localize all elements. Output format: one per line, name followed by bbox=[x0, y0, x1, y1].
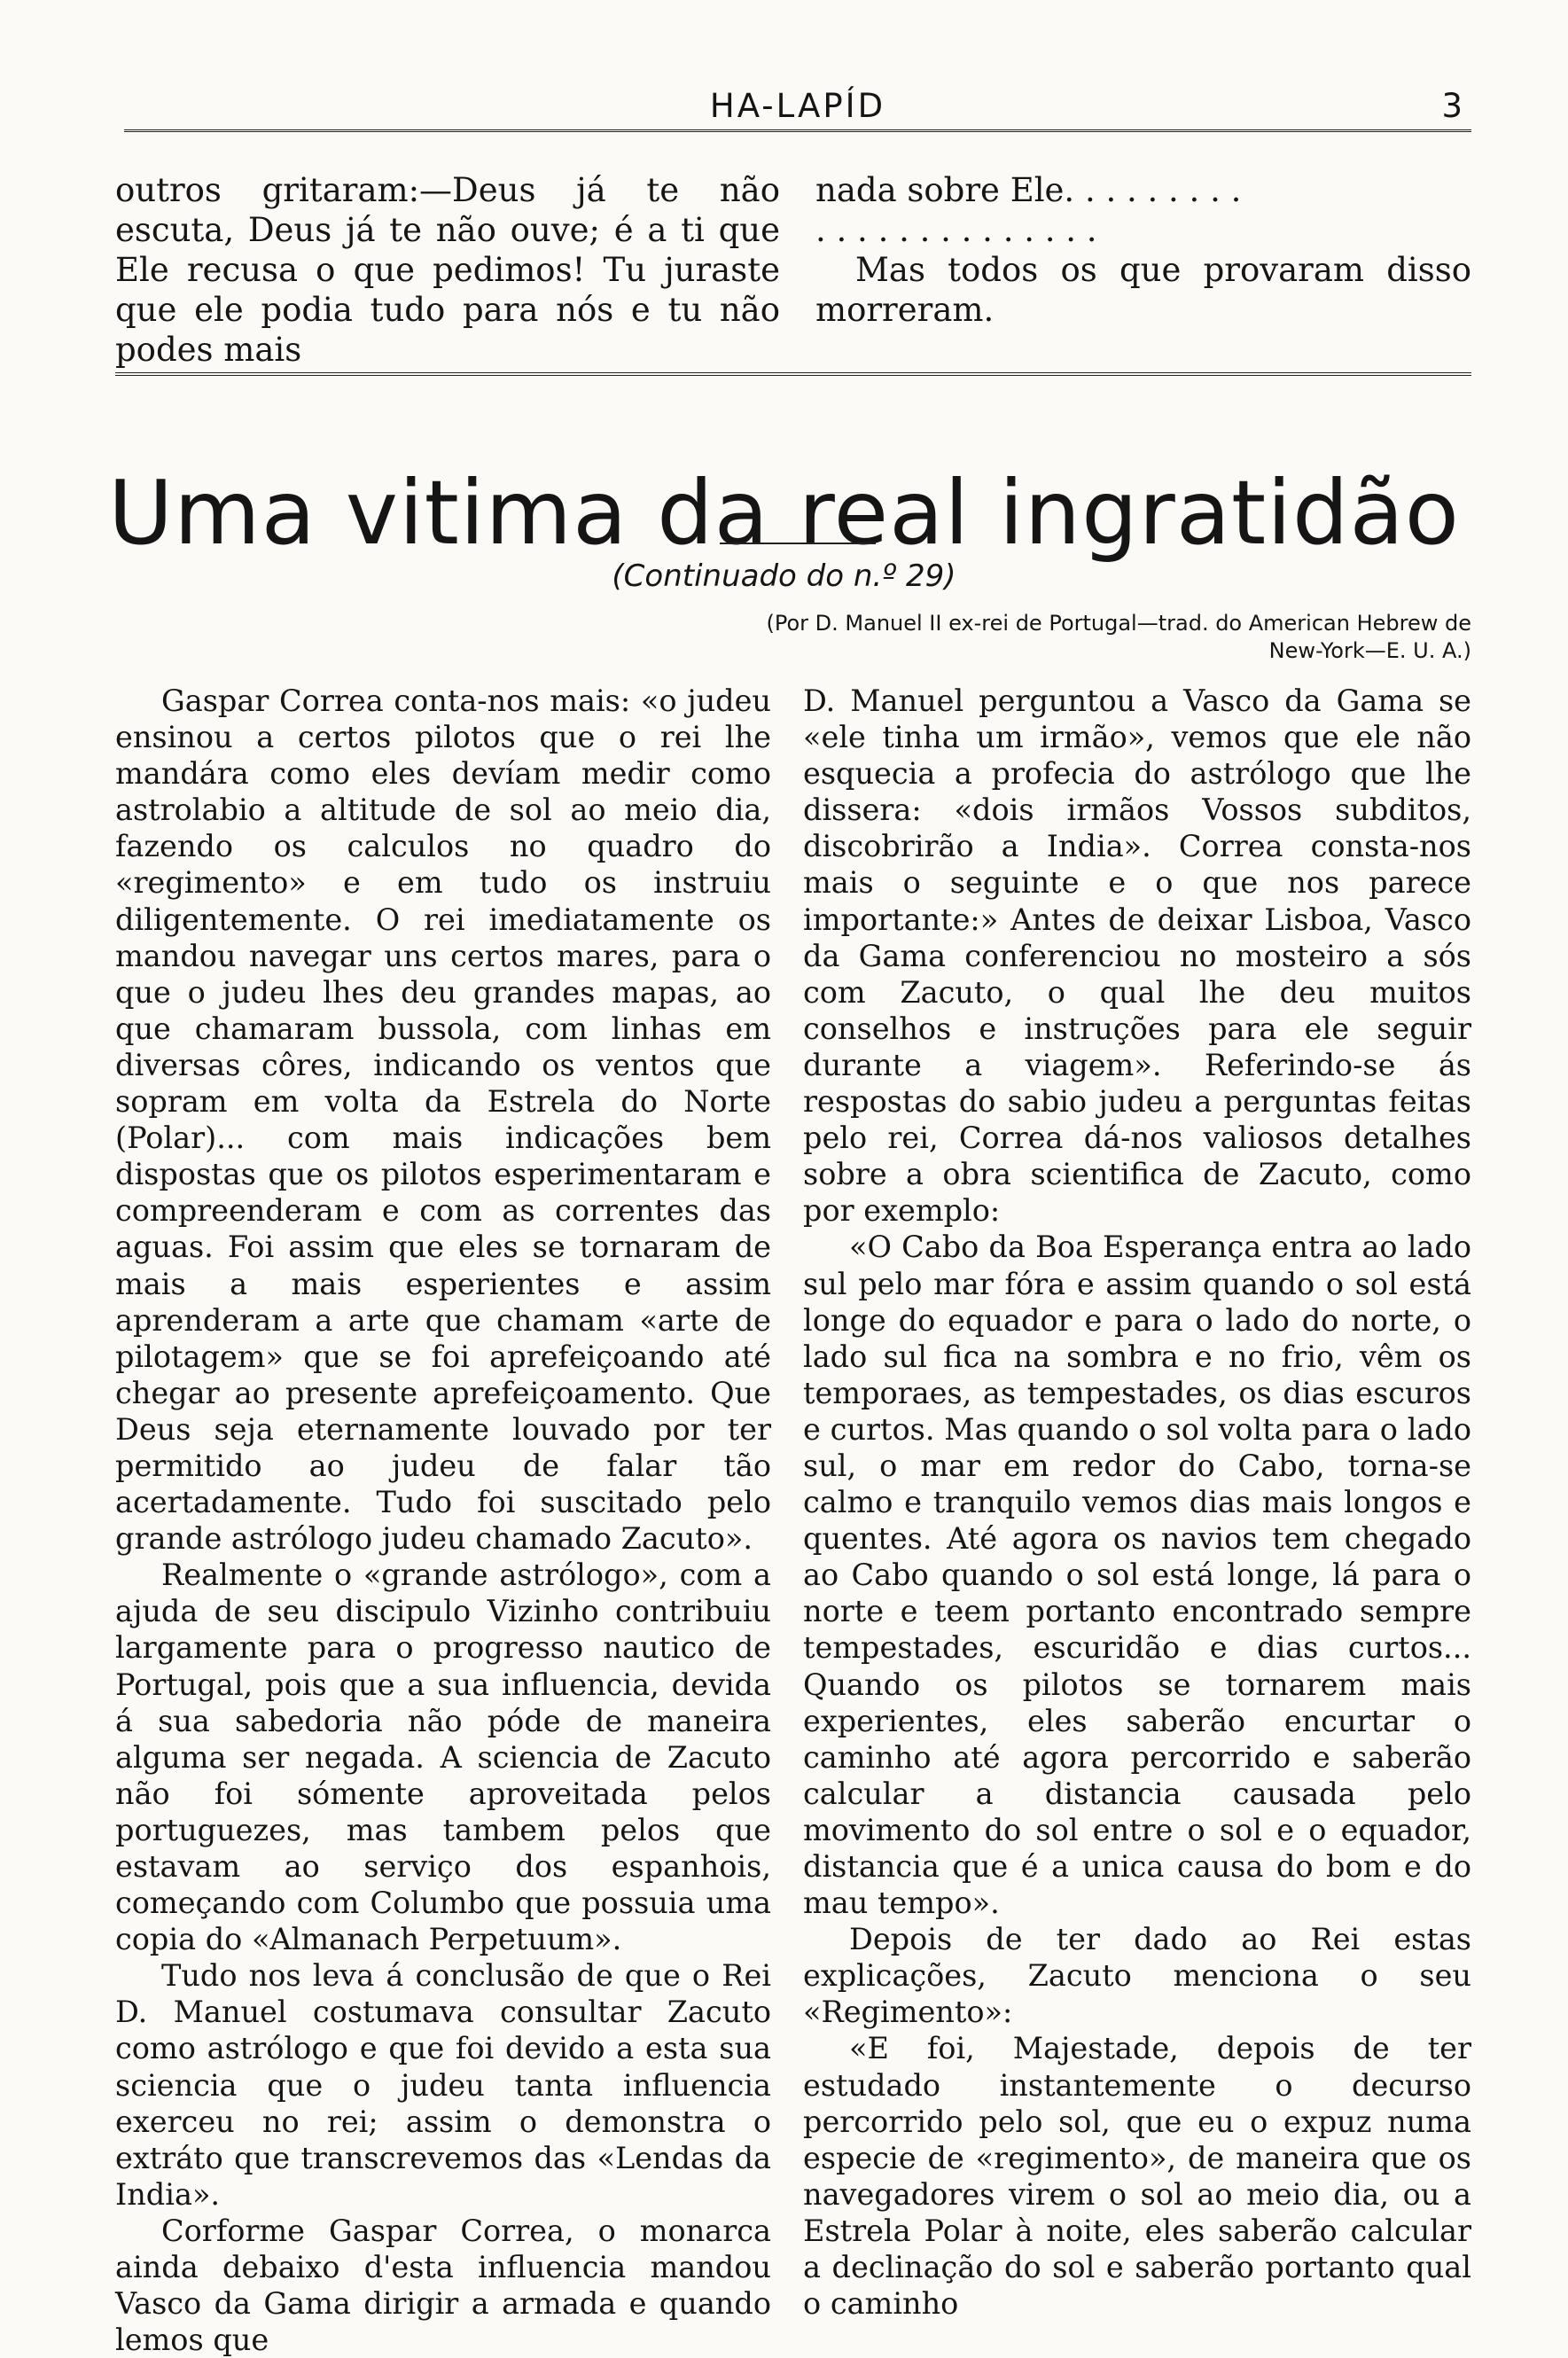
paragraph: Depois de ter dado ao Rei estas explicações, Zacuto menciona o seu «Regimento»: bbox=[803, 1922, 1471, 2030]
title-underline-rule bbox=[720, 543, 876, 544]
article-column-left bbox=[115, 683, 771, 2358]
paragraph: Gaspar Correa conta-nos mais: «o judeu ensinou a certos pilotos que o rei lhe mandára como eles devíam medir como astrolabio a altitude de sol ao meio dia, fazendo os calculos no quadro do «regimento» e em tudo os instruiu diligentemente. O rei imediatamente os mandou navegar uns certos mares, para o que o judeu lhes deu grandes mapas, ao que chamaram bussola, com linhas em diversas côres, indicando os ventos que sopram em volta da Estrela do Norte (Polar)... com mais indicações bem dispostas que os pilotos esperimentaram e compreenderam e com as correntes das aguas. Foi assim que eles se tornaram de mais a mais esperientes e assim aprenderam a arte que chamam «arte de pilotagem» que se foi aprefeiçoando até chegar ao presente aprefeiçoamento. Que Deus seja eternamente louvado por ter permitido ao judeu de falar tão acertadamente. Tudo foi suscitado pelo grande astrólogo judeu chamado Zacuto». bbox=[115, 683, 771, 1557]
tail-closing-sentence: Mas todos os que provaram disso morreram. bbox=[815, 251, 1471, 329]
paragraph: Realmente o «grande astrólogo», com a ajuda de seu discipulo Vizinho contribuiu largamente para o progresso nautico de Portugal, pois que a sua influencia, devida á sua sabedoria não póde de maneira alguma ser negada. A sciencia de Zacuto não foi sómente aproveitada pelos portuguezes, mas tambem pelos que estavam ao serviço dos espanhois, começando com Columbo que possuia uma copia do «Almanach Perpetuum». bbox=[115, 1558, 771, 1957]
tail-line: nada sobre Ele. . . . . . . . . bbox=[815, 171, 1242, 209]
paragraph: Corforme Gaspar Correa, o monarca ainda debaixo d'esta influencia mandou Vasco da Gama dirigir a armada e quando lemos que bbox=[115, 2213, 771, 2358]
header-rule bbox=[124, 129, 1471, 135]
article-title: Uma vitima da real ingratidão bbox=[108, 461, 1460, 565]
paragraph: «E foi, Majestade, depois de ter estudado instantemente o decurso percorrido pelo sol, que eu o expuz numa especie de «regimento», de maneira que os navegadores virem o sol ao meio dia, ou a Estrela Polar à noite, eles saberão calcular a declinação do sol e saberão portanto qual o caminho bbox=[803, 2031, 1471, 2322]
publication-title: HA-LAPÍD bbox=[709, 87, 886, 125]
article-separator-rule bbox=[115, 372, 1471, 381]
previous-article-tail-right bbox=[815, 170, 1471, 330]
running-header bbox=[124, 87, 1471, 133]
continuation-note: (Continuado do n.º 29) bbox=[612, 558, 956, 594]
previous-article-tail-left: outros gritaram:—Deus já te não escuta, Deus já te não ouve; é a ti que Ele recusa o que pedimos! Tu juraste que ele podia tudo para nós e tu não podes mais bbox=[115, 171, 780, 369]
paragraph: «O Cabo da Boa Esperança entra ao lado sul pelo mar fóra e assim quando o sol está longe do equador e para o lado do norte, o lado sul fica na sombra e no frio, vêm os temporaes, as tempestades, os dias escuros e curtos. Mas quando o sol volta para o lado sul, o mar em redor do Cabo, torna-se calmo e tranquilo vemos dias mais longos e quentes. Até agora os navios tem chegado ao Cabo quando o sol está longe, lá para o norte e teem portanto encontrado sempre tempestades, escuridão e dias curtos... Quando os pilotos se tornarem mais experientes, eles saberão encurtar o caminho até agora percorrido e saberão calcular a distancia causada pelo movimento do sol entre o sol e o equador, distancia que é a unica causa do bom e do mau tempo». bbox=[803, 1230, 1471, 1921]
paragraph: Tudo nos leva á conclusão de que o Rei D. Manuel costumava consultar Zacuto como astrólogo e que foi devido a esta sua sciencia que o judeu tanta influencia exerceu no rei; assim o demonstra o extráto que transcrevemos das «Lendas da India». bbox=[115, 1958, 771, 2212]
article-byline: (Por D. Manuel II ex-rei de Portugal—trad. do American Hebrew de New-York—E. U. A.) bbox=[766, 611, 1471, 663]
paragraph: D. Manuel perguntou a Vasco da Gama se «ele tinha um irmão», vemos que ele não esquecia a profecia do astrólogo que lhe dissera: «dois irmãos Vossos subditos, discobrirão a India». Correa consta-nos mais o seguinte e o que nos parece importante:» Antes de deixar Lisboa, Vasco da Gama conferenciou no mosteiro a sós com Zacuto, o qual lhe deu muitos conselhos e instruções para ele seguir durante a viagem». Referindo-se ás respostas do sabio judeu a perguntas feitas pelo rei, Correa dá-nos valiosos detalhes sobre a obra scientifica de Zacuto, como por exemplo: bbox=[803, 683, 1471, 1229]
page-number: 3 bbox=[1441, 87, 1463, 125]
ellipsis-line: . . . . . . . . . . . . . . bbox=[815, 211, 1097, 249]
article-column-right bbox=[803, 683, 1471, 2322]
